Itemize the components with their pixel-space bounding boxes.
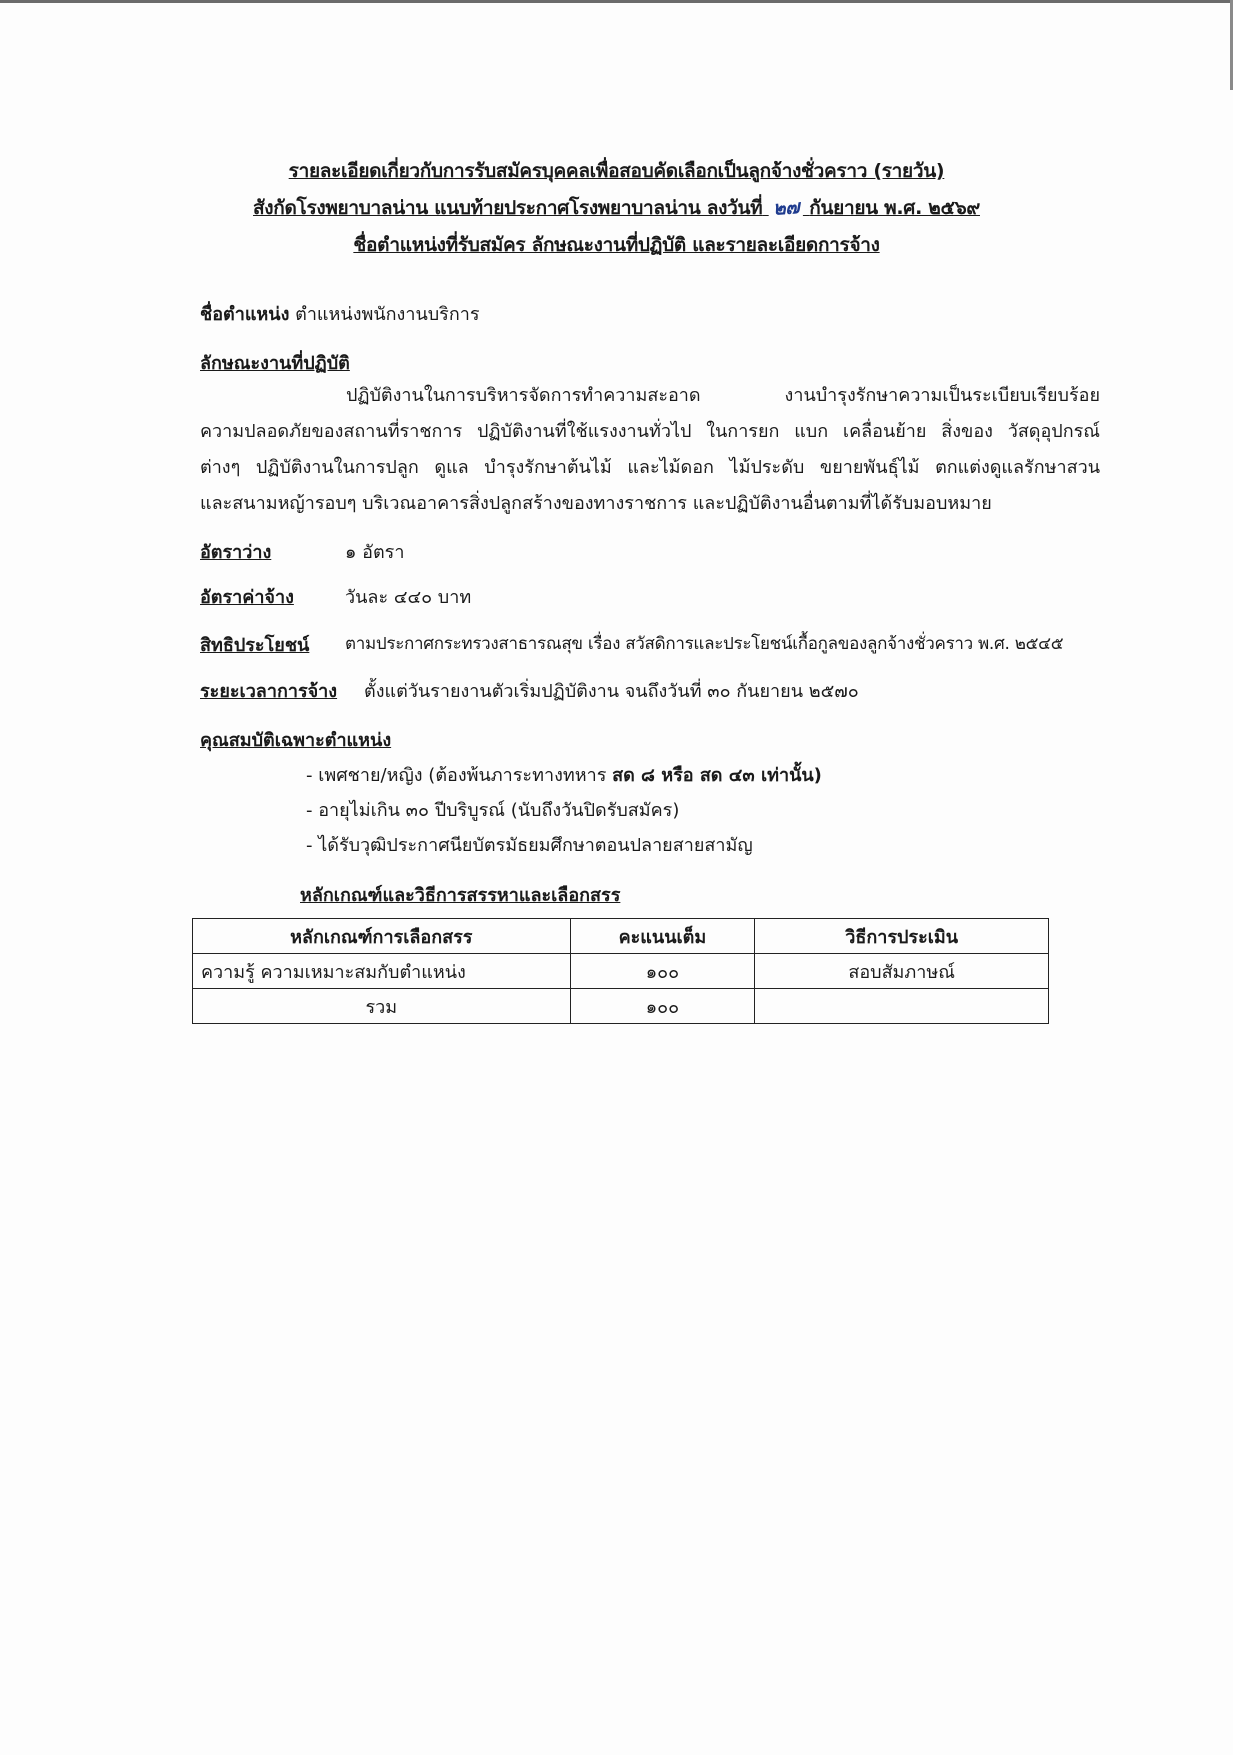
table-row: [193, 954, 1049, 989]
header-full-score: คะแนนเต็ม: [570, 919, 755, 954]
title-line-2-prefix: สังกัดโรงพยาบาลน่าน แนบท้ายประกาศโรงพยาบาลน่าน ลงวันที่: [253, 197, 763, 219]
position-row: [200, 299, 480, 328]
qualification-item-1-text: - เพศชาย/หญิง (ต้องพ้นภาระทางทหาร: [306, 765, 607, 786]
cell-total-score: ๑๐๐: [570, 989, 755, 1024]
qualification-item-2: - อายุไม่เกิน ๓๐ ปีบริบูรณ์ (นับถึงวันปิดรับสมัคร): [306, 800, 680, 821]
qualification-item-1-bold: สด ๘ หรือ สด ๔๓ เท่านั้น): [612, 765, 822, 786]
title-line-1: รายละเอียดเกี่ยวกับการรับสมัครบุคคลเพื่อสอบคัดเลือกเป็นลูกจ้างชั่วคราว (รายวัน): [288, 160, 945, 182]
duties-paragraph: [200, 378, 1100, 522]
duties-line: ต่างๆ ปฏิบัติงานในการปลูก ดูแล บำรุงรักษาต้นไม้ และไม้ดอก ไม้ประดับ ขยายพันธุ์ไม้ ตกแต่งดูแลรักษาสวน: [200, 457, 1100, 478]
vacancy-label: อัตราว่าง: [200, 542, 272, 563]
duties-line: และสนามหญ้ารอบๆ บริเวณอาคารสิ่งปลูกสร้างของทางราชการ และปฏิบัติงานอื่นตามที่ได้รับมอบหมาย: [200, 493, 992, 514]
position-value: ตำแหน่งพนักงานบริการ: [295, 304, 480, 325]
benefits-value: ตามประกาศกระทรวงสาธารณสุข เรื่อง สวัสดิการและประโยชน์เกื้อกูลของลูกจ้างชั่วคราว พ.ศ. ๒๕๔๕: [345, 634, 1064, 654]
selection-table: [192, 918, 1049, 1024]
period-value: ตั้งแต่วันรายงานตัวเริ่มปฏิบัติงาน จนถึงวันที่ ๓๐ กันยายน ๒๕๗๐: [364, 681, 859, 702]
header-criteria: หลักเกณฑ์การเลือกสรร: [193, 919, 571, 954]
wage-label: อัตราค่าจ้าง: [200, 587, 294, 608]
period-label: ระยะเวลาการจ้าง: [200, 681, 338, 702]
cell-criteria: ความรู้ ความเหมาะสมกับตำแหน่ง: [193, 954, 571, 989]
table-header-row: [193, 919, 1049, 954]
title-line-2: [0, 193, 1233, 223]
selection-heading: หลักเกณฑ์และวิธีการสรรหาและเลือกสรร: [300, 885, 621, 906]
duties-line: ปฏิบัติงานในการบริหารจัดการทำความสะอาด งานบำรุงรักษาความเป็นระเบียบเรียบร้อย: [346, 385, 1100, 406]
qualifications-label: คุณสมบัติเฉพาะตำแหน่ง: [200, 730, 392, 751]
title-line-2-suffix: กันยายน พ.ศ. ๒๕๖๙: [809, 197, 980, 219]
cell-total-method: [755, 989, 1049, 1024]
qualification-item-1: [306, 760, 822, 789]
position-label: ชื่อตำแหน่ง: [200, 304, 290, 325]
duties-label: ลักษณะงานที่ปฏิบัติ: [200, 353, 350, 374]
title-line-3: ชื่อตำแหน่งที่รับสมัคร ลักษณะงานที่ปฏิบัติ และรายละเอียดการจ้าง: [353, 234, 880, 256]
benefits-label: สิทธิประโยชน์: [200, 635, 310, 656]
cell-score: ๑๐๐: [570, 954, 755, 989]
cell-method: สอบสัมภาษณ์: [755, 954, 1049, 989]
table-total-row: [193, 989, 1049, 1024]
handwritten-date: ๒๗: [771, 196, 800, 220]
qualification-item-3: - ได้รับวุฒิประกาศนียบัตรมัธยมศึกษาตอนปลายสายสามัญ: [306, 835, 753, 856]
header-method: วิธีการประเมิน: [755, 919, 1049, 954]
scan-edge-top: [0, 0, 1233, 3]
vacancy-value: ๑ อัตรา: [345, 542, 405, 563]
cell-total-label: รวม: [193, 989, 571, 1024]
wage-value: วันละ ๔๔๐ บาท: [345, 587, 472, 608]
duties-line: ความปลอดภัยของสถานที่ราชการ ปฏิบัติงานที่ใช้แรงงานทั่วไป ในการยก แบก เคลื่อนย้าย สิ่งของ วัสดุอุปกรณ์: [200, 421, 1100, 442]
